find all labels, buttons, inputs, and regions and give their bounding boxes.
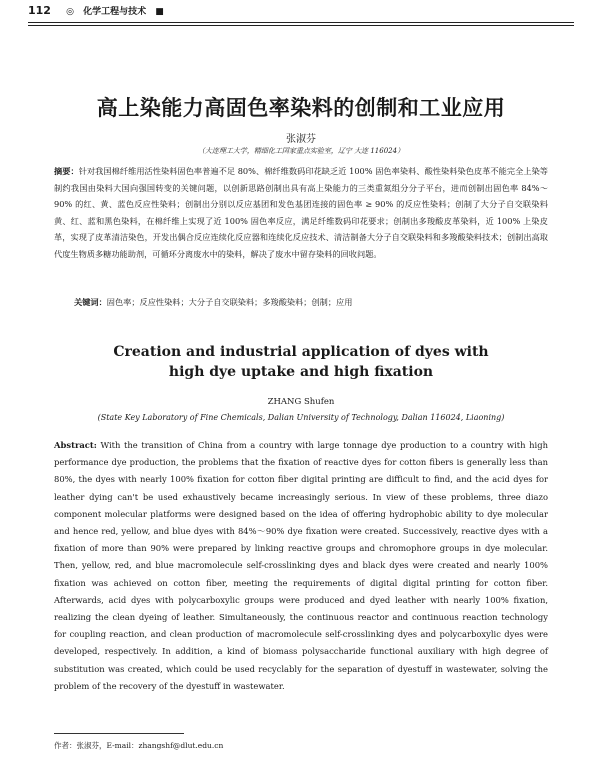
- chinese-keywords-label: 关键词：: [74, 297, 107, 307]
- english-abstract-label: Abstract:: [54, 440, 97, 450]
- english-title: [28, 342, 574, 382]
- chinese-keywords: [74, 294, 548, 310]
- english-affiliation: (State Key Laboratory of Fine Chemicals, Dalian University of Technology, Dalian 116024, Liaoning): [97, 413, 505, 422]
- english-author: ZHANG Shufen: [267, 397, 335, 407]
- running-header: [28, 4, 573, 22]
- header-mark-icon: ◎: [66, 7, 74, 17]
- english-title-line2: high dye uptake and high fixation: [168, 364, 434, 380]
- chinese-abstract-text: 针对我国棉纤维用活性染料固色率普遍不足 80%、棉纤维数码印花缺乏近 100% 固色率染料、酸性染料染色皮革不能完全上染等制约我国由染料大国向强国转变的关键问题，以创新思路创制出具有高上染能力的三类重氮组分分子平台，进而创制出固色率 84%～90% 的红、黄、蓝色反应性染料；创制出分别以反应基团和发色基团连接的固色率 ≥ 90% 的反应性染料；创制了大分子自交联染料黄、红、蓝和黑色染料，在棉纤维上实现了近 100% 固色率反应，满足纤维数码印花要求；创制出多羧酸皮革染料，近 100% 上染皮革，实现了皮革清洁染色，开发出偶合反应连续化反应器和连续化反应技术、清洁制备大分子自交联染料和多羧酸染料技术；创制出高取代度生物质多糖功能助剂，可循环分离废水中的染料，解决了废水中留存染料的回收问题。: [54, 166, 548, 259]
- chinese-abstract: [54, 163, 548, 263]
- chinese-title: 高上染能力高固色率染料的创制和工业应用: [96, 96, 506, 120]
- journal-name: 化学工程与技术: [83, 7, 147, 17]
- chinese-abstract-label: 摘要：: [54, 166, 79, 176]
- page-number: 112: [28, 4, 51, 17]
- author-footnote: 作者：张淑芬，E-mail：zhangshf@dlut.edu.cn: [54, 741, 224, 750]
- chinese-keywords-text: 固色率；反应性染料；大分子自交联染料；多羧酸染料；创制；应用: [106, 297, 353, 307]
- english-title-line1: Creation and industrial application of dyes with: [113, 344, 489, 360]
- chinese-affiliation: （大连理工大学，精细化工国家重点实验室，辽宁 大连 116024）: [197, 147, 405, 155]
- english-abstract-text: With the transition of China from a country with large tonnage dye production to a country with high performance dye production, the problems that the fixation of reactive dyes for cotton fibers is generally less than 80%, the dyes with nearly 100% fixation for cotton fiber digital printing are difficult to find, and the acid dyes for leather dying can't be used exhaustively became increasingly serious. In view of these problems, three diazo component molecular platforms were designed based on the idea of offering hydrophobic ability to dye molecular and hence red, yellow, and blue dyes with 84%～90% dye fixation were created. Successively, reactive dyes with a fixation of more than 90% were prepared by linking reactive groups and chromophore groups in dye molecular. Then, yellow, red, and blue macromolecule self-crosslinking dyes and black dyes were created and nearly 100% fixation was achieved on cotton fiber, meeting the requirements of digital digital printing for cotton fiber. Afterwards, acid dyes with polycarboxylic groups were produced and dyed leather with nearly 100% fixation, realizing the clean dyeing of leather. Simultaneously, the continuous reactor and continuous reaction technology for coupling reaction, and clean production of macromolecule self-crosslinking dyes and polycarboxylic dyes were developed, respectively. In addition, a kind of biomass polysaccharide functional auxiliary with high degree of substitution was created, which could be used recyclably for the separation of dyestuff in wastewater, solving the problem of the recovery of the dyestuff in wastewater.: [54, 440, 548, 691]
- footnote-rule: [54, 733, 184, 734]
- header-square-icon: ■: [155, 7, 164, 17]
- chinese-author: 张淑芬: [286, 134, 316, 145]
- english-abstract: [54, 437, 548, 695]
- header-rule-thin: [28, 25, 574, 26]
- header-rule-thick: [28, 22, 574, 23]
